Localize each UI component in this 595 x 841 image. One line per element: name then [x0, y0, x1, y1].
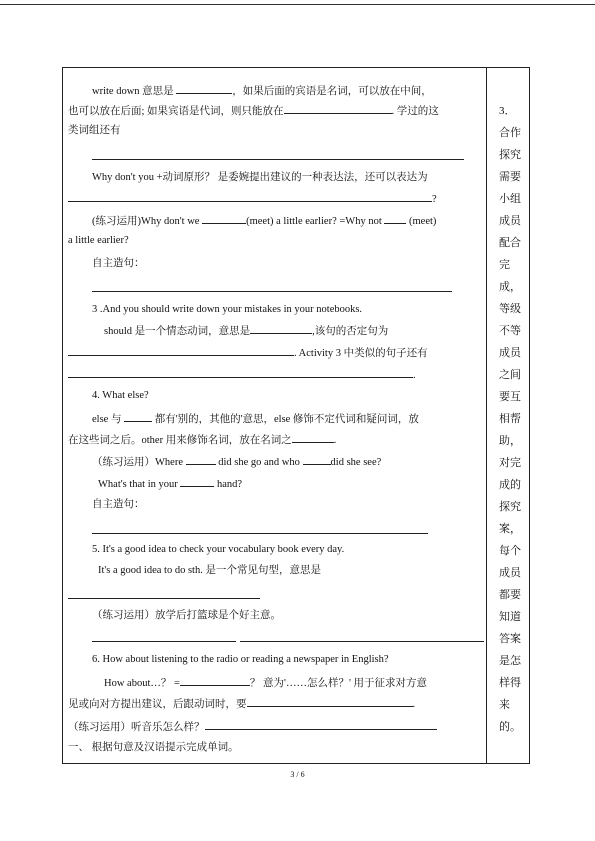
page-number: 3 / 6 — [290, 770, 305, 779]
side-note: 3．合作探究需要小组成员配合完成，等级不等成员之间要互相帮助，对完成的探究案，每个成员都要知道答案是怎样得来的。 — [499, 105, 521, 733]
line-20: 6. How about listening to the radio or reading a newspaper in English? — [92, 654, 389, 665]
line-4b: ? — [68, 191, 437, 207]
line-10: . Activity 3 中类似的句子还有 — [68, 345, 428, 361]
blank[interactable] — [180, 476, 214, 487]
main-column — [62, 67, 486, 764]
blank[interactable] — [124, 411, 152, 422]
answer-rule[interactable] — [92, 641, 236, 642]
side-note-column — [487, 67, 530, 764]
blank[interactable] — [186, 454, 216, 465]
blank[interactable] — [268, 367, 413, 378]
line-17: 5. It's a good idea to check your vocabulary book every day. — [92, 544, 345, 555]
line-15: What's that in your hand? — [98, 476, 242, 492]
line-2: 也可以放在后面; 如果宾语是代词，则只能放在 . 学过的这 — [68, 103, 439, 119]
line-16: 自主造句： — [92, 499, 145, 510]
line-23: （练习运用）听音乐怎么样？ — [68, 719, 437, 735]
blank[interactable] — [180, 675, 250, 686]
blank[interactable] — [303, 454, 331, 465]
line-11: 4. What else? — [92, 390, 149, 401]
line-12: else 与 都有'别的，其他的'意思，else 修饰不定代词和疑问词，放 — [92, 411, 419, 427]
line-22: 见或向对方提出建议，后跟动词时，要 . — [68, 696, 415, 712]
line-24: 一、 根据句意及汉语提示完成单词。 — [68, 742, 239, 753]
blank[interactable] — [284, 103, 392, 114]
answer-rule[interactable] — [92, 159, 464, 160]
answer-rule[interactable] — [92, 291, 452, 292]
blank[interactable] — [202, 213, 246, 224]
line-3: 类词组还有 — [68, 125, 121, 136]
line-19: （练习运用）放学后打篮球是个好主意。 — [92, 610, 281, 621]
line-10b: . — [68, 367, 416, 383]
line-6: a little earlier? — [68, 235, 129, 246]
blank[interactable] — [176, 83, 232, 94]
blank[interactable] — [384, 213, 406, 224]
line-7: 自主造句： — [92, 258, 145, 269]
line-21: How about…？ = ？ 意为'……怎么样？' 用于征求对方意 — [104, 675, 427, 691]
line-4: Why don't you +动词原形？ 是委婉提出建议的一种表达法，还可以表达为 — [92, 172, 428, 183]
line-8: 3 .And you should write down your mistakes in your notebooks. — [92, 304, 363, 315]
blank[interactable] — [68, 345, 294, 356]
line-13: 在这些词之后。other 用来修饰名词，放在名词之 . — [68, 432, 336, 448]
blank[interactable] — [68, 191, 218, 202]
line-9: should 是一个情态动词，意思是 ,该句的否定句为 — [104, 323, 388, 339]
header-rule — [0, 4, 595, 5]
line-18: It's a good idea to do sth. 是一个常见句型，意思是 — [98, 565, 321, 576]
answer-rule[interactable] — [92, 533, 428, 534]
blank[interactable] — [247, 696, 413, 707]
blank[interactable] — [205, 719, 437, 730]
blank[interactable] — [68, 367, 268, 378]
blank[interactable] — [218, 191, 432, 202]
answer-rule[interactable] — [68, 598, 260, 599]
answer-rule[interactable] — [240, 641, 484, 642]
line-1: write down 意思是 ，如果后面的宾语是名词，可以放在中间， — [92, 83, 432, 99]
line-5: (练习运用)Why don't we (meet) a little earlier? =Why not (meet) — [92, 213, 436, 229]
line-14: （练习运用）Where did she go and who did she see? — [92, 454, 381, 470]
blank[interactable] — [292, 432, 334, 443]
blank[interactable] — [250, 323, 312, 334]
